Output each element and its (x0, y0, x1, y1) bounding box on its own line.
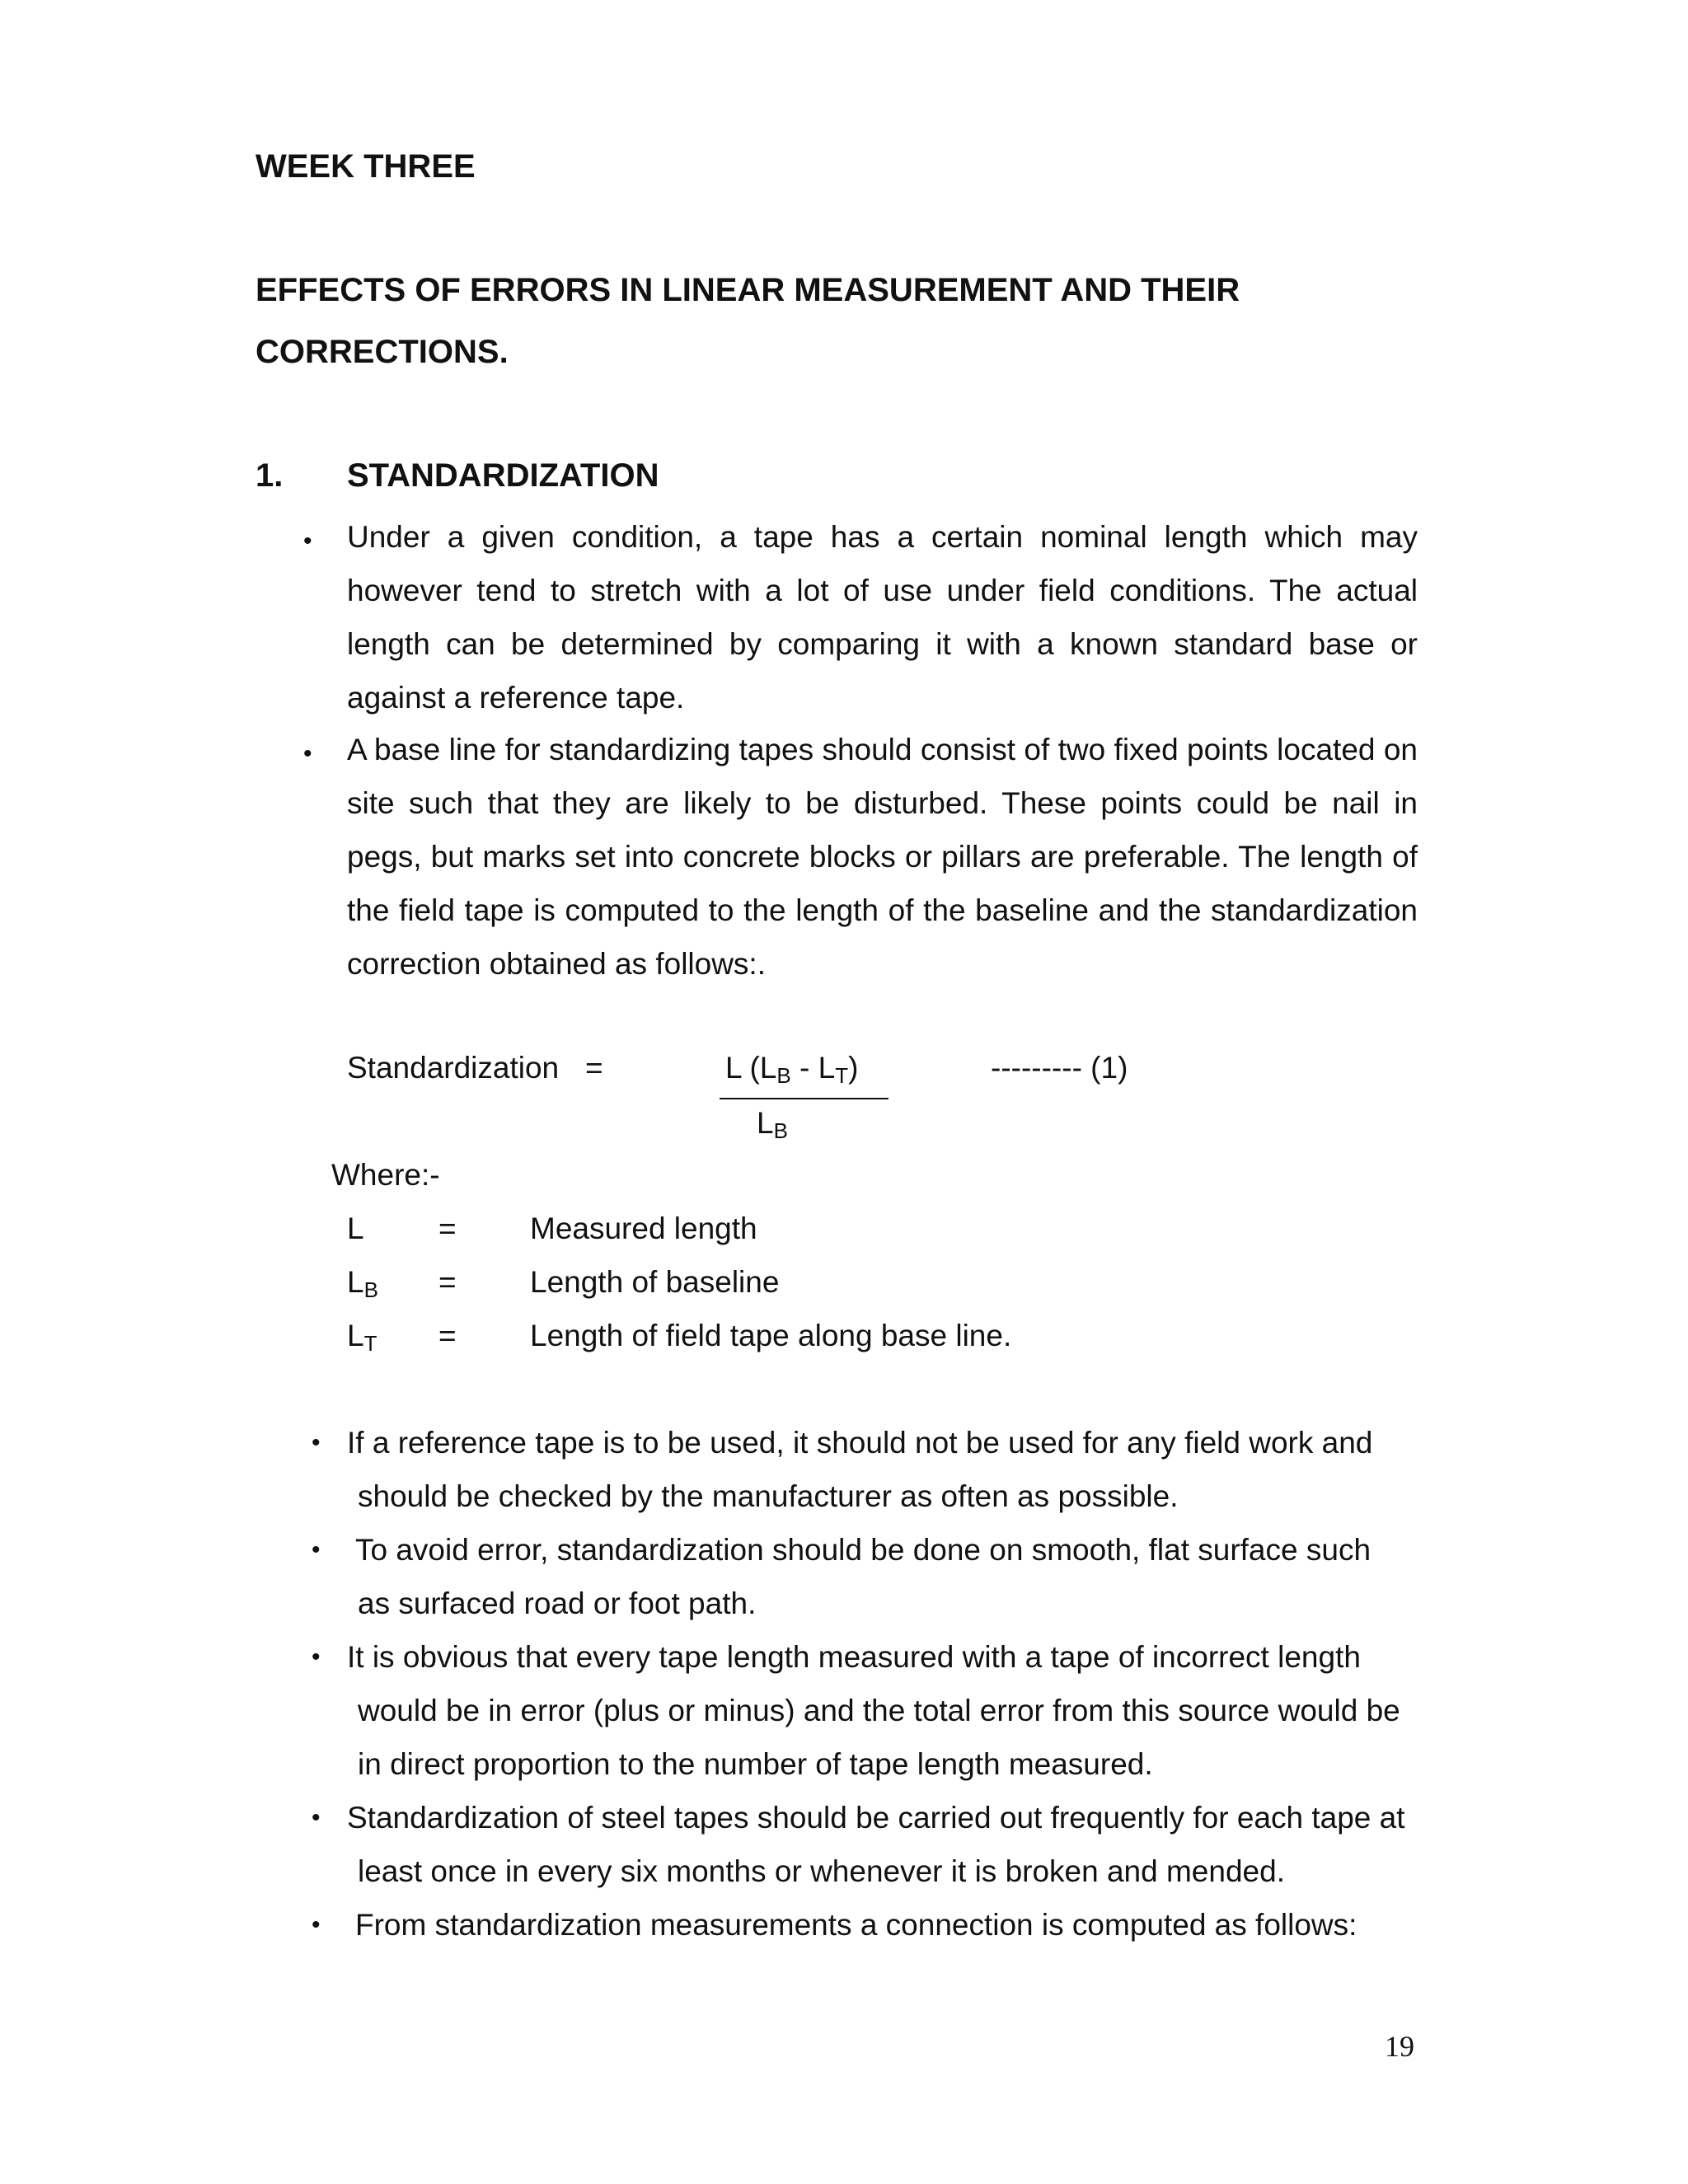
intro-paragraph-2: A base line for standardizing tapes should consist of two fixed points located on site such that they are likely to be disturbed. These points could be nail in pegs, but marks set into concrete blocks or pillars are preferable. The length of the field tape is computed to the length of the baseline and the standardization correction obtained as follows:. (347, 733, 1418, 981)
where-symbol-lb: $L_B$ (347, 1265, 378, 1302)
chapter-title-line-1: EFFECTS OF ERRORS IN LINEAR MEASUREMENT AND THEIR (256, 272, 1240, 308)
formula-reference: --------- (1) (991, 1051, 1128, 1085)
where-description: Length of field tape along base line. (530, 1319, 1012, 1352)
section-number: 1. (256, 457, 284, 494)
where-equals: = (438, 1265, 457, 1299)
formula-label: Standardization (347, 1051, 560, 1085)
note-2-line-2: as surfaced road or foot path. (358, 1586, 757, 1620)
note-1-line-1: If a reference tape is to be used, it should not be used for any field work and (347, 1426, 1373, 1460)
note-3-line-3: in direct proportion to the number of tape length measured. (358, 1747, 1153, 1781)
intro-paragraph-1: Under a given condition, a tape has a certain nominal length which may however tend to stretch with a lot of use under field conditions. The actual length can be determined by comparing it with a known standard base or against a reference tape. (347, 520, 1418, 715)
fraction-bar (720, 1098, 889, 1099)
note-3-line-1: It is obvious that every tape length measured with a tape of incorrect length (347, 1640, 1361, 1674)
bullet-glyph: • (303, 740, 312, 767)
note-1-line-2: should be checked by the manufacturer as often as possible. (358, 1479, 1179, 1513)
where-description: Measured length (530, 1212, 757, 1245)
where-equals: = (438, 1212, 457, 1245)
bullet-glyph: • (312, 1911, 321, 1938)
bullet-glyph: • (303, 527, 312, 555)
where-symbol-l: L (347, 1212, 364, 1245)
formula-numerator: L $(L_B - L_T)$ (725, 1051, 859, 1088)
note-3-line-2: would be in error (plus or minus) and the total error from this source would be (358, 1694, 1400, 1727)
bullet-glyph: • (312, 1643, 321, 1671)
section-title: STANDARDIZATION (347, 457, 659, 494)
page-number: 19 (1385, 2030, 1414, 2063)
where-description: Length of baseline (530, 1265, 780, 1299)
note-5-line-1: From standardization measurements a connection is computed as follows: (355, 1908, 1357, 1942)
formula-equals: = (585, 1051, 603, 1085)
bullet-glyph: • (312, 1804, 321, 1831)
note-2-line-1: To avoid error, standardization should be done on smooth, flat surface such (355, 1533, 1372, 1567)
note-4-line-2: least once in every six months or whenever it is broken and mended. (358, 1854, 1285, 1888)
formula-denominator: $L_B$ (757, 1106, 788, 1143)
note-4-line-1: Standardization of steel tapes should be carried out frequently for each tape at (347, 1801, 1405, 1835)
bullet-glyph: • (312, 1536, 321, 1563)
bullet-glyph: • (312, 1429, 321, 1456)
week-heading: WEEK THREE (256, 148, 476, 185)
where-symbol-lt: $L_T$ (347, 1319, 377, 1356)
chapter-title-line-2: CORRECTIONS. (256, 334, 509, 370)
where-label: Where:- (331, 1158, 440, 1192)
where-equals: = (438, 1319, 457, 1352)
